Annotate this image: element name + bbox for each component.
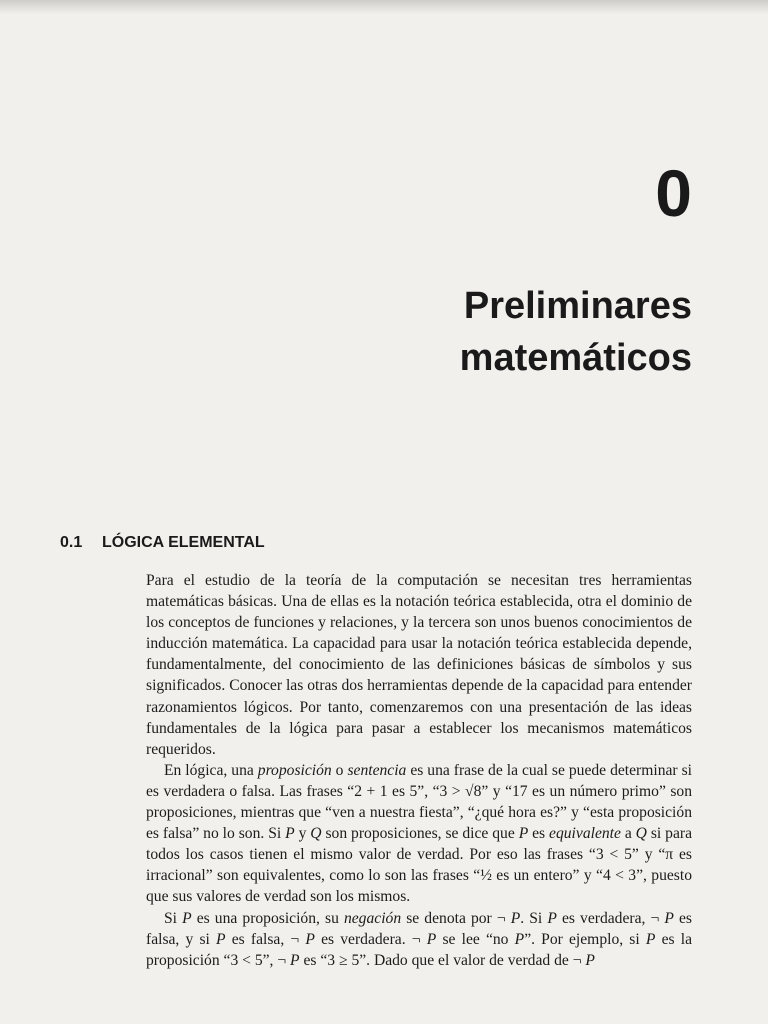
scan-edge	[0, 0, 768, 14]
var-p: P	[514, 930, 525, 948]
var-p: P	[585, 951, 595, 969]
chapter-title-line-2: matemáticos	[459, 337, 692, 379]
text-run: es una frase de la cual se puede determinar si es verdadera o falsa. Las frases “2 + 1 es 5”, “3 > √8” y “17 es un número primo” son proposiciones, mientras que “ven a nuestra fiesta”, “¿qué hora es?” y “esta proposición es falsa” no lo son. Si	[146, 761, 692, 843]
var-p: P	[285, 825, 295, 843]
text-run: se denota por ¬	[401, 909, 511, 927]
var-p: P	[216, 930, 226, 948]
var-p: P	[645, 930, 656, 948]
var-q: Q	[310, 825, 322, 843]
text-run: a	[620, 825, 636, 843]
paragraph-2	[146, 760, 692, 908]
chapter-title-line-1: Preliminares	[463, 285, 692, 327]
text-run: es	[528, 825, 550, 843]
paragraph-3	[146, 908, 692, 971]
text-run: es verdadera. ¬	[314, 930, 427, 948]
section-title: LÓGICA ELEMENTAL	[102, 534, 265, 551]
body-text	[146, 570, 692, 971]
text-run: son proposiciones, se dice que	[321, 825, 519, 843]
var-p: P	[182, 909, 192, 927]
text-run: y	[294, 825, 311, 843]
var-p: P	[426, 930, 437, 948]
text-run: o	[331, 761, 348, 779]
section-number: 0.1	[60, 534, 83, 551]
text-run: ”. Por ejemplo, si	[524, 930, 646, 948]
var-p: P	[510, 909, 521, 927]
section-heading	[60, 534, 265, 552]
var-p: P	[305, 930, 315, 948]
var-q: Q	[635, 825, 647, 843]
text-run: es falsa, ¬	[225, 930, 306, 948]
text-run: se lee “no	[436, 930, 515, 948]
var-p: P	[547, 909, 557, 927]
chapter-number: 0	[655, 156, 692, 230]
text-run: si para todos los casos tienen el mismo valor de verdad. Por eso las frases “3 < 5” y “π es irracional” son equivalentes, como lo son las frases “½ es un entero” y “4 < 3”, puesto que sus valores de verdad son los mismos.	[146, 825, 692, 906]
var-p: P	[518, 825, 529, 843]
text-run: es una proposición, su	[191, 909, 344, 927]
text-run: Si	[164, 909, 183, 927]
term-equivalente: equivalente	[549, 825, 621, 843]
text-run: es “3 ≥ 5”. Dado que el valor de verdad de ¬	[299, 951, 586, 969]
term-sentencia: sentencia	[347, 761, 407, 779]
text-run: . Si	[520, 909, 548, 927]
paragraph-1: Para el estudio de la teoría de la computación se necesitan tres herramientas matemáticas básicas. Una de ellas es la notación teórica establecida, otra el dominio de los conceptos de funciones y relaciones, y la tercera son unos buenos conocimientos de inducción matemática. La capacidad para usar la notación teórica establecida depende, fundamentalmente, del conocimiento de las definiciones básicas de símbolos y sus significados. Conocer las otras dos herramientas depende de la capacidad para entender razonamientos lógicos. Por tanto, comenzaremos con una presentación de las ideas fundamentales de la lógica para pasar a establecer los mecanismos matemáticos requeridos.	[146, 572, 692, 758]
term-negacion: negación	[343, 909, 402, 927]
text-run: es verdadera, ¬	[556, 909, 665, 927]
text-run: es falsa, y si	[146, 909, 693, 948]
text-run: es la proposición “3 < 5”, ¬	[146, 930, 693, 969]
term-proposicion: proposición	[257, 761, 332, 779]
var-p: P	[290, 951, 300, 969]
text-run: En lógica, una	[164, 761, 258, 779]
chapter-title	[272, 280, 692, 384]
var-p: P	[664, 909, 674, 927]
